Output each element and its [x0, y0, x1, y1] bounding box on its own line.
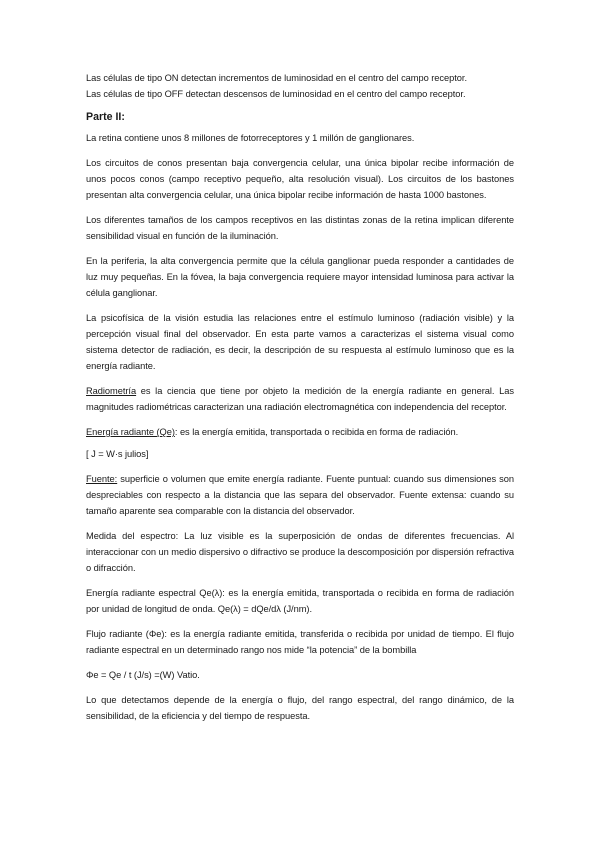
paragraph-on-cells: Las células de tipo ON detectan incrementos de luminosidad en el centro del campo receptor. [86, 73, 467, 83]
paragraph-fuente [86, 471, 514, 519]
paragraph-energia-espectral: Energía radiante espectral Qe(λ): es la energía emitida, transportada o recibida en forma de radiación por unidad de longitud de onda. Qe(λ) = dQe/dλ (J/nm). [86, 588, 514, 614]
paragraph-retina: La retina contiene unos 8 millones de fotorreceptores y 1 millón de ganglionares. [86, 133, 415, 143]
paragraph-energia-radiante [86, 424, 514, 440]
paragraph-unidad: [ J = W·s julios] [86, 449, 149, 459]
paragraph-radiometria [86, 383, 514, 415]
paragraph-formula: Φe = Qe / t (J/s) =(W) Vatio. [86, 670, 200, 680]
document-page [86, 70, 514, 724]
definition-fuente: superficie o volumen que emite energía radiante. Fuente puntual: cuando sus dimensiones son despreciables con respecto a la distancia que las separa del observador. Fuente extensa: cuando su tamaño aparente sea comparable con la distancia del observador. [86, 474, 514, 516]
paragraph-psicofisica: La psicofísica de la visión estudia las relaciones entre el estímulo luminoso (radiación visible) y la percepción visual final del observador. En esta parte vamos a caracterizas el sistema visual como sistema detector de radiación, es decir, la descripción de su respuesta al estímulo luminoso que es la energía radiante. [86, 313, 514, 371]
definition-radiometria: es la ciencia que tiene por objeto la medición de la energía radiante en general. Las magnitudes radiométricas caracterizan una radiación electromagnética con independencia del receptor. [86, 386, 514, 412]
paragraph-conos: Los circuitos de conos presentan baja convergencia celular, una única bipolar recibe información de unos pocos conos (campo receptivo pequeño, alta resolución visual). Los circuitos de los bastones presentan alta convergencia celular, una única bipolar recibe información de hasta 1000 bastones. [86, 158, 514, 200]
paragraph-periferia: En la periferia, la alta convergencia permite que la célula ganglionar pueda responder a cantidades de luz muy pequeñas. En la fóvea, la baja convergencia requiere mayor intensidad luminosa para activar la célula ganglionar. [86, 256, 514, 298]
paragraph-flujo-radiante: Flujo radiante (Φe): es la energía radiante emitida, transferida o recibida por unidad de tiempo. El flujo radiante espectral en un determinado rango nos mide “la potencia” de la bombilla [86, 629, 514, 655]
term-radiometria: Radiometría [86, 386, 137, 396]
term-energia-radiante: Energía radiante (Qe) [86, 427, 175, 437]
paragraph-tamanos: Los diferentes tamaños de los campos receptivos en las distintas zonas de la retina implican diferente sensibilidad visual en función de la iluminación. [86, 215, 514, 241]
definition-energia-radiante: : es la energía emitida, transportada o recibida en forma de radiación. [174, 427, 459, 437]
section-heading: Parte II: [86, 111, 125, 123]
term-fuente: Fuente: [86, 474, 118, 484]
paragraph-detectamos: Lo que detectamos depende de la energía o flujo, del rango espectral, del rango dinámico, de la sensibilidad, de la eficiencia y del tiempo de respuesta. [86, 695, 514, 721]
paragraph-off-cells: Las células de tipo OFF detectan descensos de luminosidad en el centro del campo receptor. [86, 89, 466, 99]
paragraph-medida-espectro: Medida del espectro: La luz visible es la superposición de ondas de diferentes frecuencias. Al interaccionar con un medio dispersivo o difractivo se produce la descomposición por dispersión refractiva o difracción. [86, 531, 514, 573]
